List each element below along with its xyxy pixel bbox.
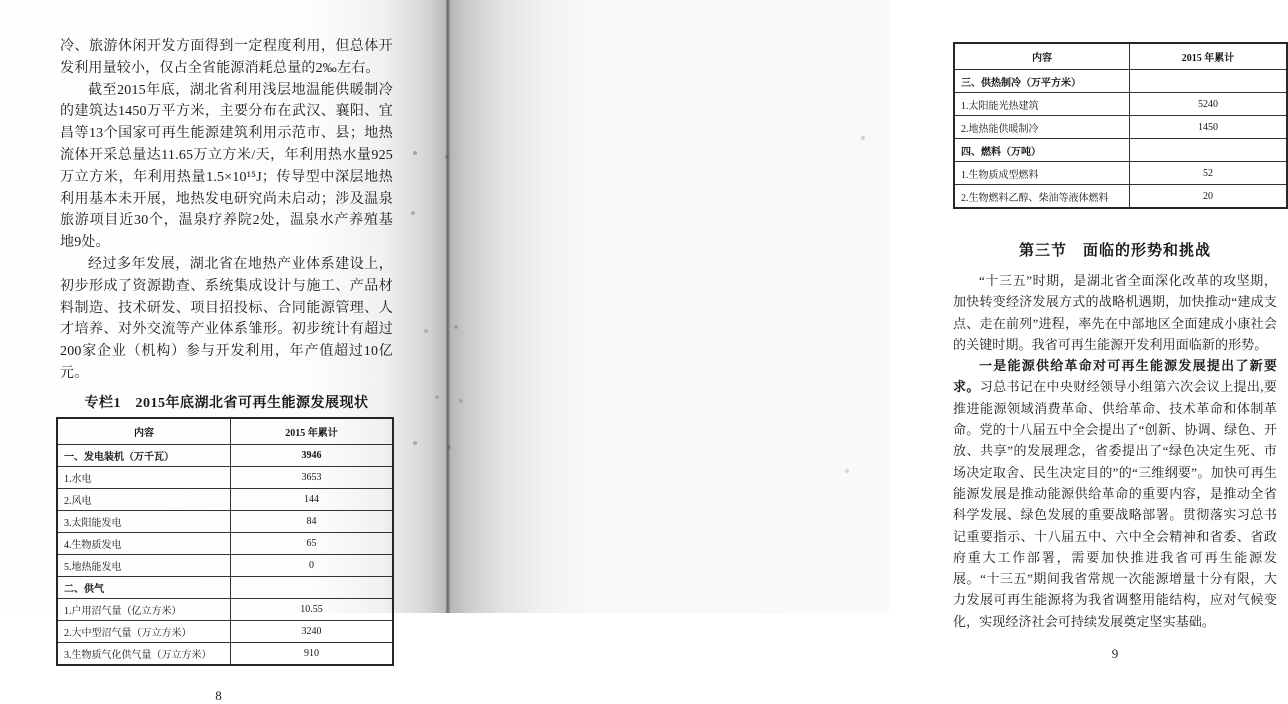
row-value: 144: [231, 488, 394, 510]
row-label: 4.生物质发电: [57, 532, 231, 554]
column-header-2015-total: 2015 年累计: [231, 418, 394, 445]
row-value: 65: [231, 532, 394, 554]
row-value: [231, 576, 394, 598]
table-row: [954, 93, 1287, 116]
row-value: 20: [1130, 185, 1288, 209]
row-value: 1450: [1130, 116, 1288, 139]
row-value: [1130, 139, 1288, 162]
table-header-row: [954, 43, 1287, 70]
table-row: [954, 185, 1287, 209]
table-row: [57, 466, 393, 488]
row-value: 5240: [1130, 93, 1288, 116]
row-label: 1.户用沼气量（亿立方米）: [57, 598, 231, 620]
page-left: [0, 0, 446, 703]
row-label: 2.地热能供暖制冷: [954, 116, 1130, 139]
paragraph-continuation: 冷、旅游休闲开发方面得到一定程度利用，但总体开发利用量较小，仅占全省能源消耗总量的2‰左右。: [60, 39, 393, 76]
row-label: 三、供热制冷（万平方米）: [954, 70, 1130, 93]
table-row: [57, 642, 393, 665]
left-page-content: [60, 36, 393, 704]
renewable-energy-table-right: [953, 42, 1288, 209]
table-row: [57, 532, 393, 554]
table-row: [57, 554, 393, 576]
paragraph-body: 习总书记在中央财经领导小组第六次会议上提出,要推进能源领域消费革命、供给革命、技术革命和体制革命。党的十八届五中全会提出了“创新、协调、绿色、开放、共享”的发展理念，省委提出了“绿色决定生死、市场决定取舍、民生决定目的”的“三维纲要”。加快可再生能源发展是推动能源供给革命的重要内容，是推动全省科学发展、绿色发展的重要战略部署。贯彻落实习总书记重要指示、十八届五中、六中全会精神和省委、省政府重大工作部署，需要加快推进我省可再生能源发展。“十三五”期间我省常规一次能源增量十分有限，大力发展可再生能源将为我省调整用能结构，应对气候变化，实现经济社会可持续发展奠定坚实基础。: [953, 379, 1277, 629]
table-row: [57, 620, 393, 642]
table-row: [57, 510, 393, 532]
row-value: 84: [231, 510, 394, 532]
row-label: 3.生物质气化供气量（万立方米）: [57, 642, 231, 665]
right-page-content: [953, 42, 1277, 662]
page-number-right: 9: [1111, 646, 1119, 662]
table-title: 专栏1 2015年底湖北省可再生能源发展现状: [84, 395, 369, 411]
row-value: [1130, 70, 1288, 93]
row-label: 5.地热能发电: [57, 554, 231, 576]
row-value: 910: [231, 642, 394, 665]
row-label: 3.太阳能发电: [57, 510, 231, 532]
column-header-2015-total: 2015 年累计: [1130, 43, 1288, 70]
row-value: 0: [231, 554, 394, 576]
table-row: [954, 116, 1287, 139]
table-row: [954, 139, 1287, 162]
row-value: 52: [1130, 162, 1288, 185]
renewable-energy-table-left: [56, 417, 394, 666]
table-row: [57, 488, 393, 510]
column-header-content: 内容: [954, 43, 1130, 70]
row-label: 二、供气: [57, 576, 231, 598]
row-label: 一、发电装机（万千瓦）: [57, 444, 231, 466]
paragraph-bold-lead: 一是能源供给革命对可再生能源发展提出了新要求。: [953, 358, 1277, 395]
row-label: 2.大中型沼气量（万立方米）: [57, 620, 231, 642]
table-header-row: [57, 418, 393, 445]
section-heading: 第三节 面临的形势和挑战: [1018, 243, 1211, 259]
column-header-content: 内容: [57, 418, 231, 445]
row-label: 四、燃料（万吨）: [954, 139, 1130, 162]
table-row: [57, 576, 393, 598]
row-label: 1.水电: [57, 466, 231, 488]
paragraph-industry-system: 经过多年发展，湖北省在地热产业体系建设上，初步形成了资源勘查、系统集成设计与施工、产品材料制造、技术研发、项目招投标、合同能源管理、人才培养、对外交流等产业体系雏形。初步统计有超过200家企业（机构）参与开发利用，年产值超过10亿元。: [60, 256, 393, 381]
scan-speck: [0, 0, 2, 2]
row-value: 3240: [231, 620, 394, 642]
paragraph-13th-five-year: “十三五”时期，是湖北省全面深化改革的攻坚期，加快转变经济发展方式的战略机遇期，加快推动“建成支点、走在前列”进程，率先在中部地区全面建成小康社会的关键时期。我省可再生能源开发利用面临新的形势。: [953, 273, 1277, 352]
table-row: [954, 70, 1287, 93]
paragraph-geothermal-status: 截至2015年底，湖北省利用浅层地温能供暖制冷的建筑达1450万平方米，主要分布在武汉、襄阳、宜昌等13个国家可再生能源建筑利用示范市、县；地热流体开采总量达11.65万立方米/天，年利用热水量925万立方米，年利用热量1.5×10¹⁵J；传导型中深层地热利用基本未开展，地热发电研究尚未启动；涉及温泉旅游项目近30个，温泉疗养院2处，温泉水产养殖基地9处。: [60, 82, 393, 251]
row-value: 3946: [231, 444, 394, 466]
page-number-left: 8: [215, 687, 222, 703]
row-label: 2.风电: [57, 488, 231, 510]
row-label: 2.生物燃料乙醇、柴油等液体燃料: [954, 185, 1130, 209]
row-label: 1.生物质成型燃料: [954, 162, 1130, 185]
table-body: [954, 70, 1287, 209]
table-row: [954, 162, 1287, 185]
table-row: [57, 598, 393, 620]
table-body: [57, 444, 393, 665]
row-label: 1.太阳能光热建筑: [954, 93, 1130, 116]
row-value: 10.55: [231, 598, 394, 620]
page-right: [450, 0, 1277, 662]
table-header: [954, 43, 1287, 70]
row-value: 3653: [231, 466, 394, 488]
table-row: [57, 444, 393, 466]
paragraph-energy-supply-revolution: [953, 355, 1277, 632]
table-header: [57, 418, 393, 445]
